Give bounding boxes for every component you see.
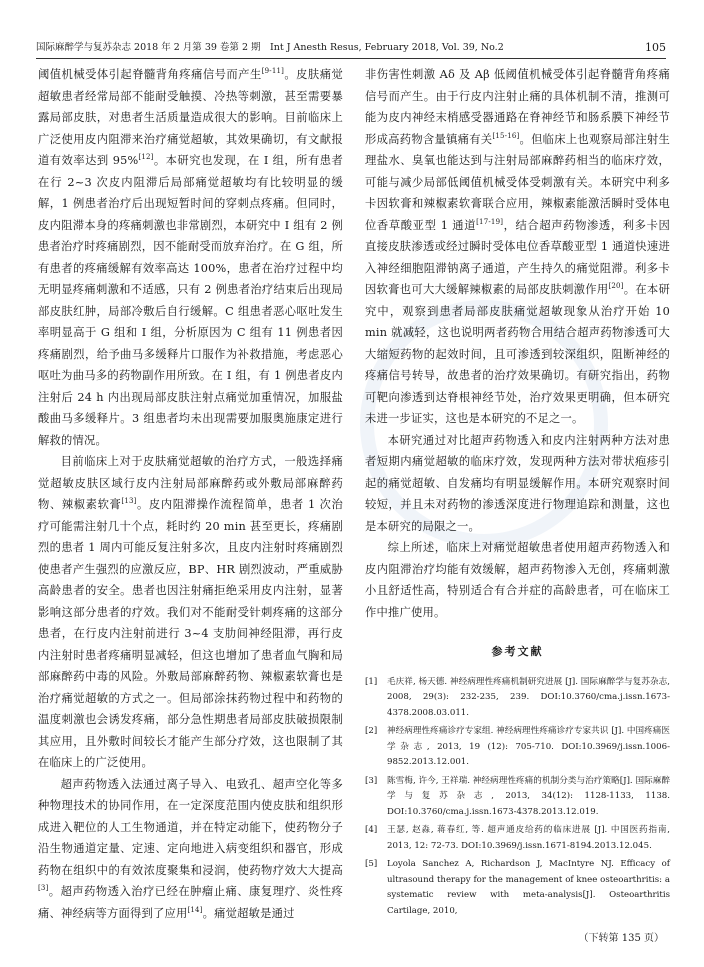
reference-number: [1] [365, 676, 378, 687]
reference-item [365, 675, 670, 722]
reference-text: 陈雪梅, 许今, 王祥瑞. 神经病理性疼痛的机制分类与治疗策略[J]. 国际麻醉学与复苏杂志, 2013, 34(12): 1128-1133, 1138. DOI:10.3760/cma.j.issn.1673-4378.2013.12.019. [387, 775, 670, 817]
running-header [36, 40, 666, 59]
references-list [365, 675, 670, 920]
body-paragraph-1: 阈值机械受体引起脊髓背角疼痛信号而产生[9-11]。皮肤痛觉超敏患者经常局部不能耐受触摸、冷热等刺激，甚至需要暴露局部皮肤，对患者生活质量造成很大的影响。目前临床上广泛使用皮内阻滞来治疗痛觉超敏，其效果确切，有文献报道有效率达到 95%[12]。本研究也发现，在 I 组，所有患者在行 2~3 次皮内阻滞后局部痛觉超敏均有比较明显的缓解，1 例患者治疗后出现短暂时间的穿刺点疼痛。但同时，皮内阻滞本身的疼痛刺激也非常剧烈，本研究中 I 组有 2 例患者治疗时疼痛剧烈，因不能耐受而放弃治疗。在 G 组，所有患者的疼痛缓解有效率高达 100%，患者在治疗过程中均无明显疼痛刺激和不适感，只有 2 例患者治疗结束后出现局部皮肤红肿，局部冷敷后自行缓解。C 组患者恶心呕吐发生率明显高于 G 组和 I 组，分析原因为 C 组有 11 例患者因疼痛剧烈，给予曲马多缓释片口服作为补救措施，考虑恶心呕吐为曲马多的药物副作用所致。在 I 组，有 1 例患者皮内注射后 24 h 内出现局部皮肤注射点痛觉加重情况，加服盐酸曲马多缓释片。3 组患者均未出现需要加服奥施康定进行解救的情况。 [38, 67, 343, 447]
left-column [38, 64, 343, 924]
reference-item [365, 857, 670, 919]
body-paragraph-6: 综上所述，临床上对痛觉超敏患者使用超声药物透入和皮内阻滞治疗均能有效缓解，超声药物渗入无创，疼痛刺激小且舒适性高，特别适合有合并症的高龄患者，可在临床工作中推广使用。 [365, 541, 670, 619]
page-number: 105 [645, 41, 666, 54]
reference-number: [4] [365, 825, 378, 835]
reference-item [365, 823, 670, 854]
reference-item [365, 724, 670, 771]
body-paragraph-4: 非伤害性刺激 Aδ 及 Aβ 低阈值机械受体引起脊髓背角疼痛信号而产生。由于行皮内注射止痛的具体机制不清，推测可能为皮内神经末梢感受器通路在脊神经节和肠系膜下神经节形成高药物含量镇痛有关[15-16]。但临床上也观察局部注射生理盐水、臭氧也能达到与注射局部麻醉药相当的临床疗效，可能与减少局部低阈值机械受体受刺激有关。本研究中利多卡因软膏和辣椒素软膏联合应用，辣椒素能激活瞬时受体电位香草酸亚型 1 通道[17-19]，结合超声药物渗透，利多卡因直接皮肤渗透或经过瞬时受体电位香草酸亚型 1 通道快速进入神经细胞阻滞钠离子通道，产生持久的痛觉阻滞。利多卡因软膏也可大大缓解辣椒素的局部皮肤刺激作用[20]。在本研究中，观察到患者局部皮肤痛觉超敏现象从治疗开始 10 min 就减轻，这也说明两者药物合用结合超声药物渗透可大大缩短药物的起效时间，且可渗透到较深组织，阻断神经的疼痛信号转导，故患者的治疗效果确切。有研究指出，药物可靶向渗透到达脊根神经节处，治疗效果更明确，但本研究未进一步证实，这也是本研究的不足之一。 [365, 68, 670, 425]
right-column [365, 64, 670, 922]
reference-number: [5] [365, 859, 378, 869]
reference-item [365, 774, 670, 821]
reference-number: [2] [365, 726, 378, 736]
continuation-note: （下转第 135 页） [578, 933, 664, 944]
body-paragraph-3: 超声药物透入法通过离子导入、电致孔、超声空化等多种物理技术的协同作用，在一定深度范围内使皮肤和组织形成进入靶位的人工生物通道，并在特定动能下，使药物分子沿生物通道定量、定速、定向地进入病变组织和器官，形成药物在组织中的有效浓度聚集和浸润，使药物疗效大大提高[3]。超声药物透入治疗已经在肿瘤止痛、康复理疗、炎性疼痛、神经病等方面得到了应用[14]。痛觉超敏是通过 [38, 777, 343, 920]
body-paragraph-5: 本研究通过对比超声药物透入和皮内注射两种方法对患者短期内痛觉超敏的临床疗效，发现两种方法对带状疱疹引起的痛觉超敏、自发痛均有明显缓解作用。本研究观察时间较短，并且未对药物的渗透深度进行物理追踪和测量，这也是本研究的局限之一。 [365, 433, 670, 533]
references-heading: 参考文献 [491, 645, 544, 658]
reference-text: 神经病理性疼痛诊疗专家组. 神经病理性疼痛诊疗专家共识 [J]. 中国疼痛医学杂志, 2013, 19 (12): 705-710. DOI:10.3969/j.issn.1006-9852.2013.12.001. [387, 726, 670, 767]
journal-title: 国际麻醉学与复苏杂志 2018 年 2 月第 39 卷第 2 期 Int J Anesth Resus, February 2018, Vol. 39, No.2 [36, 42, 504, 53]
reference-text: 王瑟, 赵淼, 蒋春红, 等. 超声通皮给药的临床进展 [J]. 中国医药指南, 2013, 12: 72-73. DOI:10.3969/j.issn.1671-8194.2013.12.045. [387, 825, 670, 851]
body-paragraph-2: 目前临床上对于皮肤痛觉超敏的治疗方式，一般选择痛觉超敏皮肤区域行皮内注射局部麻醉药或外敷局部麻醉药物、辣椒素软膏[13]。皮内阻滞操作流程简单，患者 1 次治疗可能需注射几十个点，耗时约 20 min 甚至更长，疼痛剧烈的患者 1 周内可能反复注射多次，且皮内注射时疼痛剧烈使患者产生强烈的应激反应，BP、HR 剧烈波动，严重威胁高龄患者的安全。患者也因注射痛拒绝采用皮内注射，显著影响这部分患者的疗效。我们对不能耐受针刺疼痛的这部分患者，在行皮内注射前进行 3~4 支肋间神经阻滞，再行皮内注射时患者疼痛明显减轻，但这也增加了患者血气胸和局部麻醉药中毒的风险。外敷局部麻醉药物、辣椒素软膏也是治疗痛觉超敏的方式之一。但局部涂抹药物过程中和药物的温度刺激也会诱发疼痛，部分急性期患者局部皮肤破损限制其应用，且外敷时间较长才能产生部分疗效，这也限制了其在临床上的广泛使用。 [38, 455, 344, 769]
reference-text: Loyola Sanchez A, Richardson J, MacIntyre NJ. Efficacy of ultrasound therapy for the management of knee osteoarthritis: a systematic review with meta-analysis[J]. Osteoarthritis Cartilage, 2010, [387, 859, 670, 916]
reference-number: [3] [365, 775, 378, 786]
reference-text: 毛庆祥, 杨天德. 神经病理性疼痛机制研究进展 [J]. 国际麻醉学与复苏杂志, 2008, 29(3): 232-235, 239. DOI:10.3760/cma.j.issn.1673-4378.2008.03.011. [387, 676, 670, 718]
